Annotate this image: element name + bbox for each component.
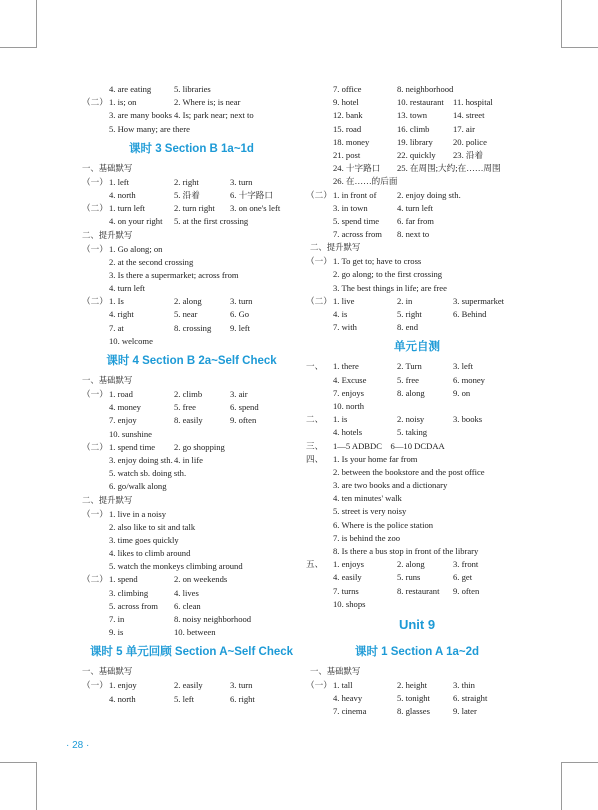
row-label: （二） — [82, 296, 108, 307]
answer-item: 5. left — [174, 693, 195, 704]
answer-row — [312, 545, 522, 558]
answer-item: 3. are many books — [109, 110, 173, 121]
answer-item: 3. enjoy doing sth. — [109, 454, 173, 465]
answer-item: 8. next to — [397, 229, 430, 240]
answer-item: 5. watch the monkeys climbing around — [109, 561, 243, 572]
answer-item: 10. between — [174, 627, 216, 638]
row-label: （二） — [306, 295, 332, 306]
answer-row — [84, 335, 299, 348]
row-label: （二） — [306, 189, 332, 200]
answer-item: 2. easily — [174, 680, 203, 691]
answer-item: 4. is — [333, 309, 348, 319]
answer-item: 7. office — [333, 84, 362, 94]
row-label: 五、 — [306, 559, 324, 570]
crop-mark — [36, 762, 37, 810]
answer-row — [306, 255, 522, 268]
row-label: （二） — [82, 203, 108, 214]
answer-row — [84, 693, 299, 706]
answer-item: 5. taking — [397, 427, 428, 438]
row-label: （二） — [82, 97, 108, 108]
answer-item: 5. street is very noisy — [333, 506, 407, 517]
answer-item: 6. far from — [397, 215, 434, 226]
answer-item: 1. there — [333, 361, 359, 372]
answer-item: 22. quickly — [397, 149, 436, 160]
answer-item: 4. hotels — [333, 427, 363, 438]
answer-item: 15. road — [333, 123, 362, 134]
answer-row — [312, 162, 522, 175]
row-label: 一、 — [306, 361, 324, 372]
lesson-heading: 课时 1 Section A 1a~2d — [354, 645, 480, 658]
answer-row — [312, 705, 522, 718]
answer-row — [312, 519, 522, 532]
row-label: 三、 — [306, 440, 324, 451]
answer-row — [312, 96, 522, 109]
answer-item: 24. 十字路口 — [333, 163, 381, 174]
answer-item: 7. with — [333, 322, 357, 333]
answer-item: 2. noisy — [397, 414, 425, 425]
answer-item: 10. north — [333, 400, 365, 411]
subsection-heading: 二、提升默写 — [82, 229, 133, 240]
answer-item: 6. clean — [174, 600, 201, 611]
answer-item: 4. north — [109, 189, 136, 200]
answer-row — [84, 679, 299, 692]
answer-item: 5. at the first crossing — [174, 216, 249, 227]
answer-row — [312, 83, 522, 96]
answer-item: 2. also like to sit and talk — [109, 521, 196, 532]
answer-row — [306, 413, 522, 426]
subsection-heading: 一、基础默写 — [82, 375, 133, 385]
answer-item: 9. left — [230, 322, 251, 333]
answer-item: 18. money — [333, 136, 370, 147]
answer-item: 9. on — [453, 387, 471, 398]
answer-item: 4. easily — [333, 572, 362, 583]
answer-item: 3. The best things in life; are free — [333, 282, 447, 293]
answer-item: 3. on one's left — [230, 203, 281, 214]
answer-item: 2. go shopping — [174, 441, 225, 452]
lesson-heading: 课时 4 Section B 2a~Self Check — [106, 355, 277, 367]
answer-row — [84, 613, 299, 626]
answer-item: 5. free — [397, 374, 419, 385]
answer-item: 10. sunshine — [109, 428, 152, 439]
answer-item: 19. library — [397, 136, 433, 147]
answer-item: 1. is — [333, 414, 348, 425]
row-label: 二、 — [306, 414, 324, 425]
answer-row — [84, 202, 299, 215]
answer-item: 12. bank — [333, 110, 363, 121]
answer-item: 8. glasses — [397, 706, 430, 717]
answer-item: 1. left — [109, 176, 130, 187]
answer-row — [312, 598, 522, 611]
answer-item: 4. on your right — [109, 216, 163, 227]
row-label: （一） — [82, 389, 108, 399]
answer-row — [312, 268, 522, 281]
answer-row — [84, 109, 299, 122]
answer-row — [84, 467, 299, 480]
subsection-heading: 二、提升默写 — [310, 242, 361, 253]
answer-item: 1. To get to; have to cross — [333, 256, 422, 267]
answer-item: 26. 在……的后面 — [333, 176, 398, 187]
answer-item: 2. at the second crossing — [109, 256, 194, 267]
answer-row — [84, 454, 299, 467]
answer-item: 2. right — [174, 176, 199, 187]
answer-item: 3. left — [453, 361, 474, 372]
answer-row — [312, 149, 522, 162]
answer-row — [84, 414, 299, 427]
answer-row — [312, 321, 522, 334]
answer-item: 1. road — [109, 389, 133, 399]
answer-item: 1. turn left — [109, 203, 146, 214]
answer-item: 11. hospital — [453, 97, 493, 108]
answer-item: 7. is behind the zoo — [333, 532, 401, 543]
answer-item: 2. go along; to the first crossing — [333, 269, 443, 280]
answer-row — [312, 387, 522, 400]
answer-item: 10. restaurant — [397, 97, 444, 108]
answer-item: 3. thin — [453, 679, 475, 690]
answer-item: 4. Excuse — [333, 374, 367, 385]
answer-item: 8. Is there a bus stop in front of the library — [333, 546, 479, 556]
answer-item: 4. ten minutes' walk — [333, 493, 402, 504]
answer-item: 4. are eating — [109, 84, 152, 94]
answer-item: 9. is — [109, 627, 124, 638]
answer-item: 1. Go along; on — [109, 243, 163, 254]
left-column — [84, 83, 299, 706]
subsection-heading: 一、基础默写 — [82, 162, 133, 173]
answer-item: 9. later — [453, 706, 477, 717]
answer-row — [84, 428, 299, 441]
answer-row — [306, 558, 522, 571]
answer-item: 3. turn — [230, 296, 253, 307]
answer-row — [312, 466, 522, 479]
answer-item: 2. along — [397, 559, 425, 570]
answer-item: 3. air — [230, 389, 248, 399]
answer-row — [84, 547, 299, 560]
right-column — [306, 83, 522, 719]
row-label: （一） — [82, 243, 108, 254]
answer-row — [312, 492, 522, 505]
answer-item: 10. welcome — [109, 335, 153, 346]
row-label: （二） — [82, 574, 108, 585]
answer-item: 7. turns — [333, 585, 359, 596]
answer-item: 5. 沿着 — [174, 189, 200, 200]
answer-item: 3. climbing — [109, 587, 149, 598]
answer-item: 20. police — [453, 136, 487, 147]
answer-item: 3. turn — [230, 680, 253, 691]
row-label: （一） — [306, 679, 332, 690]
answer-item: 6. 十字路口 — [230, 189, 273, 200]
answer-item: 2. in — [397, 295, 413, 306]
answer-row — [312, 400, 522, 413]
answer-row — [84, 123, 299, 136]
answer-item: 8. neighborhood — [397, 84, 454, 94]
answer-item: 9. hotel — [333, 97, 359, 108]
answer-item: 2. climb — [174, 389, 203, 399]
answer-item: 4. turn left — [397, 202, 434, 213]
answer-item: 3. Is there a supermarket; across from — [109, 269, 239, 280]
answer-row — [312, 692, 522, 705]
answer-item: 2. Where is; is near — [174, 97, 241, 108]
answer-row — [84, 322, 299, 335]
answer-item: 4. in life — [174, 454, 203, 465]
answer-row — [306, 440, 522, 453]
answer-item: 8. noisy neighborhood — [174, 614, 252, 624]
crop-mark — [561, 0, 562, 48]
answer-row — [312, 374, 522, 387]
answer-item: 8. restaurant — [397, 585, 440, 596]
answer-item: 6. right — [230, 693, 255, 704]
answer-item: 7. at — [109, 322, 124, 333]
answer-item: 5. spend time — [333, 215, 380, 226]
answer-item: 6. spend — [230, 402, 259, 413]
answer-item: 6. straight — [453, 693, 488, 704]
answer-item: 4. heavy — [333, 693, 363, 704]
answer-item: 7. in — [109, 614, 125, 624]
lesson-heading: 单元自测 — [394, 341, 440, 354]
answer-row — [312, 228, 522, 241]
answer-item: 3. in town — [333, 202, 368, 213]
answer-row — [84, 508, 299, 521]
crop-mark — [562, 47, 598, 48]
answer-item: 5. libraries — [174, 84, 211, 94]
answer-row — [84, 269, 299, 282]
answer-row — [84, 176, 299, 189]
answer-item: 4. turn left — [109, 283, 146, 294]
answer-row — [84, 626, 299, 639]
answer-row — [84, 600, 299, 613]
lesson-heading: 课时 3 Section B 1a~1d — [129, 142, 254, 155]
answer-item: 5. tonight — [397, 693, 430, 704]
row-label: （一） — [82, 508, 108, 519]
answer-row — [84, 215, 299, 228]
answer-row — [312, 123, 522, 136]
answer-item: 1. in front of — [333, 189, 377, 200]
answer-row — [84, 388, 299, 401]
answer-row — [312, 282, 522, 295]
answer-item: 17. air — [453, 123, 475, 134]
crop-mark — [36, 0, 37, 48]
answer-row — [84, 282, 299, 295]
answer-row — [84, 587, 299, 600]
answer-item: 13. town — [397, 110, 428, 121]
answer-item: 9. often — [453, 585, 480, 596]
answer-row — [84, 534, 299, 547]
answer-item: 3. supermarket — [453, 295, 505, 306]
answer-item: 2. between the bookstore and the post office — [333, 466, 485, 477]
answer-item: 1. spend time — [109, 441, 156, 452]
answer-row — [306, 295, 522, 308]
answer-row — [84, 441, 299, 454]
answer-item: 5. runs — [397, 572, 421, 583]
answer-item: 2. on weekends — [174, 574, 228, 585]
answer-item: 10. shops — [333, 598, 366, 609]
answer-item: 6. money — [453, 374, 485, 385]
answer-item: 5. across from — [109, 600, 158, 611]
answer-item: 4. likes to climb around — [109, 548, 191, 559]
answer-item: 16. climb — [397, 123, 430, 134]
answer-item: 1. Is your home far from — [333, 453, 418, 464]
answer-item: 5. right — [397, 309, 422, 319]
answer-row — [312, 505, 522, 518]
answer-item: 1. live in a noisy — [109, 508, 167, 519]
answer-row — [306, 679, 522, 692]
answer-item: 8. crossing — [174, 322, 212, 333]
answer-item: 5. How many; are there — [109, 123, 190, 134]
answer-item: 1. spend — [109, 574, 138, 585]
answer-row — [306, 360, 522, 373]
answer-item: 3. are two books and a dictionary — [333, 480, 448, 491]
answer-item: 3. books — [453, 414, 483, 425]
answer-item: 4. north — [109, 693, 136, 704]
answer-item: 3. turn — [230, 176, 253, 187]
answer-row — [312, 426, 522, 439]
answer-item: 1—5 ADBDC 6—10 DCDAA — [333, 440, 445, 451]
crop-mark — [0, 762, 36, 763]
answer-item: 6. go/walk along — [109, 481, 167, 492]
answer-row — [84, 189, 299, 202]
answer-item: 8. easily — [174, 415, 203, 426]
answer-row — [84, 243, 299, 256]
answer-item: 7. across from — [333, 229, 382, 240]
answer-item: 9. often — [230, 415, 257, 426]
answer-item: 23. 沿着 — [453, 149, 484, 160]
answer-row — [84, 295, 299, 308]
answer-row — [306, 453, 522, 466]
answer-row — [312, 175, 522, 188]
answer-row — [312, 202, 522, 215]
row-label: 四、 — [306, 453, 324, 464]
row-label: （二） — [82, 441, 108, 452]
answer-item: 6. Go — [230, 309, 250, 320]
answer-item: 8. along — [397, 387, 425, 398]
subsection-heading: 二、提升默写 — [82, 494, 133, 505]
answer-item: 1. live — [333, 295, 355, 306]
answer-row — [312, 109, 522, 122]
answer-item: 25. 在周围;大约;在……周围 — [397, 163, 501, 174]
answer-row — [84, 560, 299, 573]
answer-item: 7. enjoys — [333, 387, 365, 398]
answer-row — [84, 256, 299, 269]
subsection-heading: 一、基础默写 — [310, 665, 361, 676]
row-label: （一） — [82, 680, 108, 691]
answer-item: 21. post — [333, 149, 361, 160]
crop-mark — [0, 47, 36, 48]
unit-heading: Unit 9 — [398, 616, 436, 632]
answer-item: 1. Is — [109, 296, 124, 307]
answer-item: 3. front — [453, 559, 479, 570]
answer-row — [84, 401, 299, 414]
answer-item: 6. Behind — [453, 309, 487, 319]
answer-row — [312, 479, 522, 492]
answer-item: 4. Is; park near; next to — [174, 110, 254, 121]
answer-item: 7. cinema — [333, 706, 367, 717]
crop-mark — [561, 762, 562, 810]
answer-item: 5. near — [174, 309, 198, 320]
row-label: （一） — [82, 176, 108, 187]
answer-item: 4. money — [109, 402, 141, 413]
answer-row — [312, 532, 522, 545]
answer-item: 2. along — [174, 296, 202, 307]
answer-row — [312, 585, 522, 598]
answer-row — [84, 308, 299, 321]
answer-row — [84, 480, 299, 493]
answer-row — [84, 573, 299, 586]
answer-row — [312, 215, 522, 228]
answer-row — [84, 96, 299, 109]
answer-item: 1. enjoy — [109, 680, 137, 691]
answer-row — [312, 136, 522, 149]
answer-item: 1. tall — [333, 679, 353, 690]
answer-item: 2. height — [397, 679, 428, 690]
answer-row — [312, 571, 522, 584]
answer-item: 2. turn right — [174, 203, 215, 214]
answer-item: 5. free — [174, 402, 196, 413]
answer-item: 4. lives — [174, 587, 199, 598]
answer-item: 14. street — [453, 110, 485, 121]
answer-item: 6. get — [453, 572, 473, 583]
lesson-heading: 课时 5 单元回顾 Section A~Self Check — [89, 646, 294, 659]
answer-item: 7. enjoy — [109, 415, 137, 426]
answer-item: 5. watch sb. doing sth. — [109, 468, 187, 479]
answer-row — [84, 521, 299, 534]
answer-item: 4. right — [109, 309, 134, 320]
answer-item: 6. Where is the police station — [333, 519, 434, 530]
page-number: · 28 · — [66, 740, 90, 751]
answer-item: 1. enjoys — [333, 559, 365, 570]
answer-row — [84, 83, 299, 96]
answer-item: 2. enjoy doing sth. — [397, 189, 461, 200]
answer-item: 3. time goes quickly — [109, 534, 179, 545]
subsection-heading: 一、基础默写 — [82, 666, 133, 677]
answer-item: 1. is; on — [109, 97, 137, 108]
row-label: （一） — [306, 256, 332, 267]
answer-row — [312, 308, 522, 321]
answer-row — [306, 189, 522, 202]
crop-mark — [562, 762, 598, 763]
answer-item: 2. Turn — [397, 361, 422, 372]
answer-item: 8. end — [397, 322, 419, 333]
